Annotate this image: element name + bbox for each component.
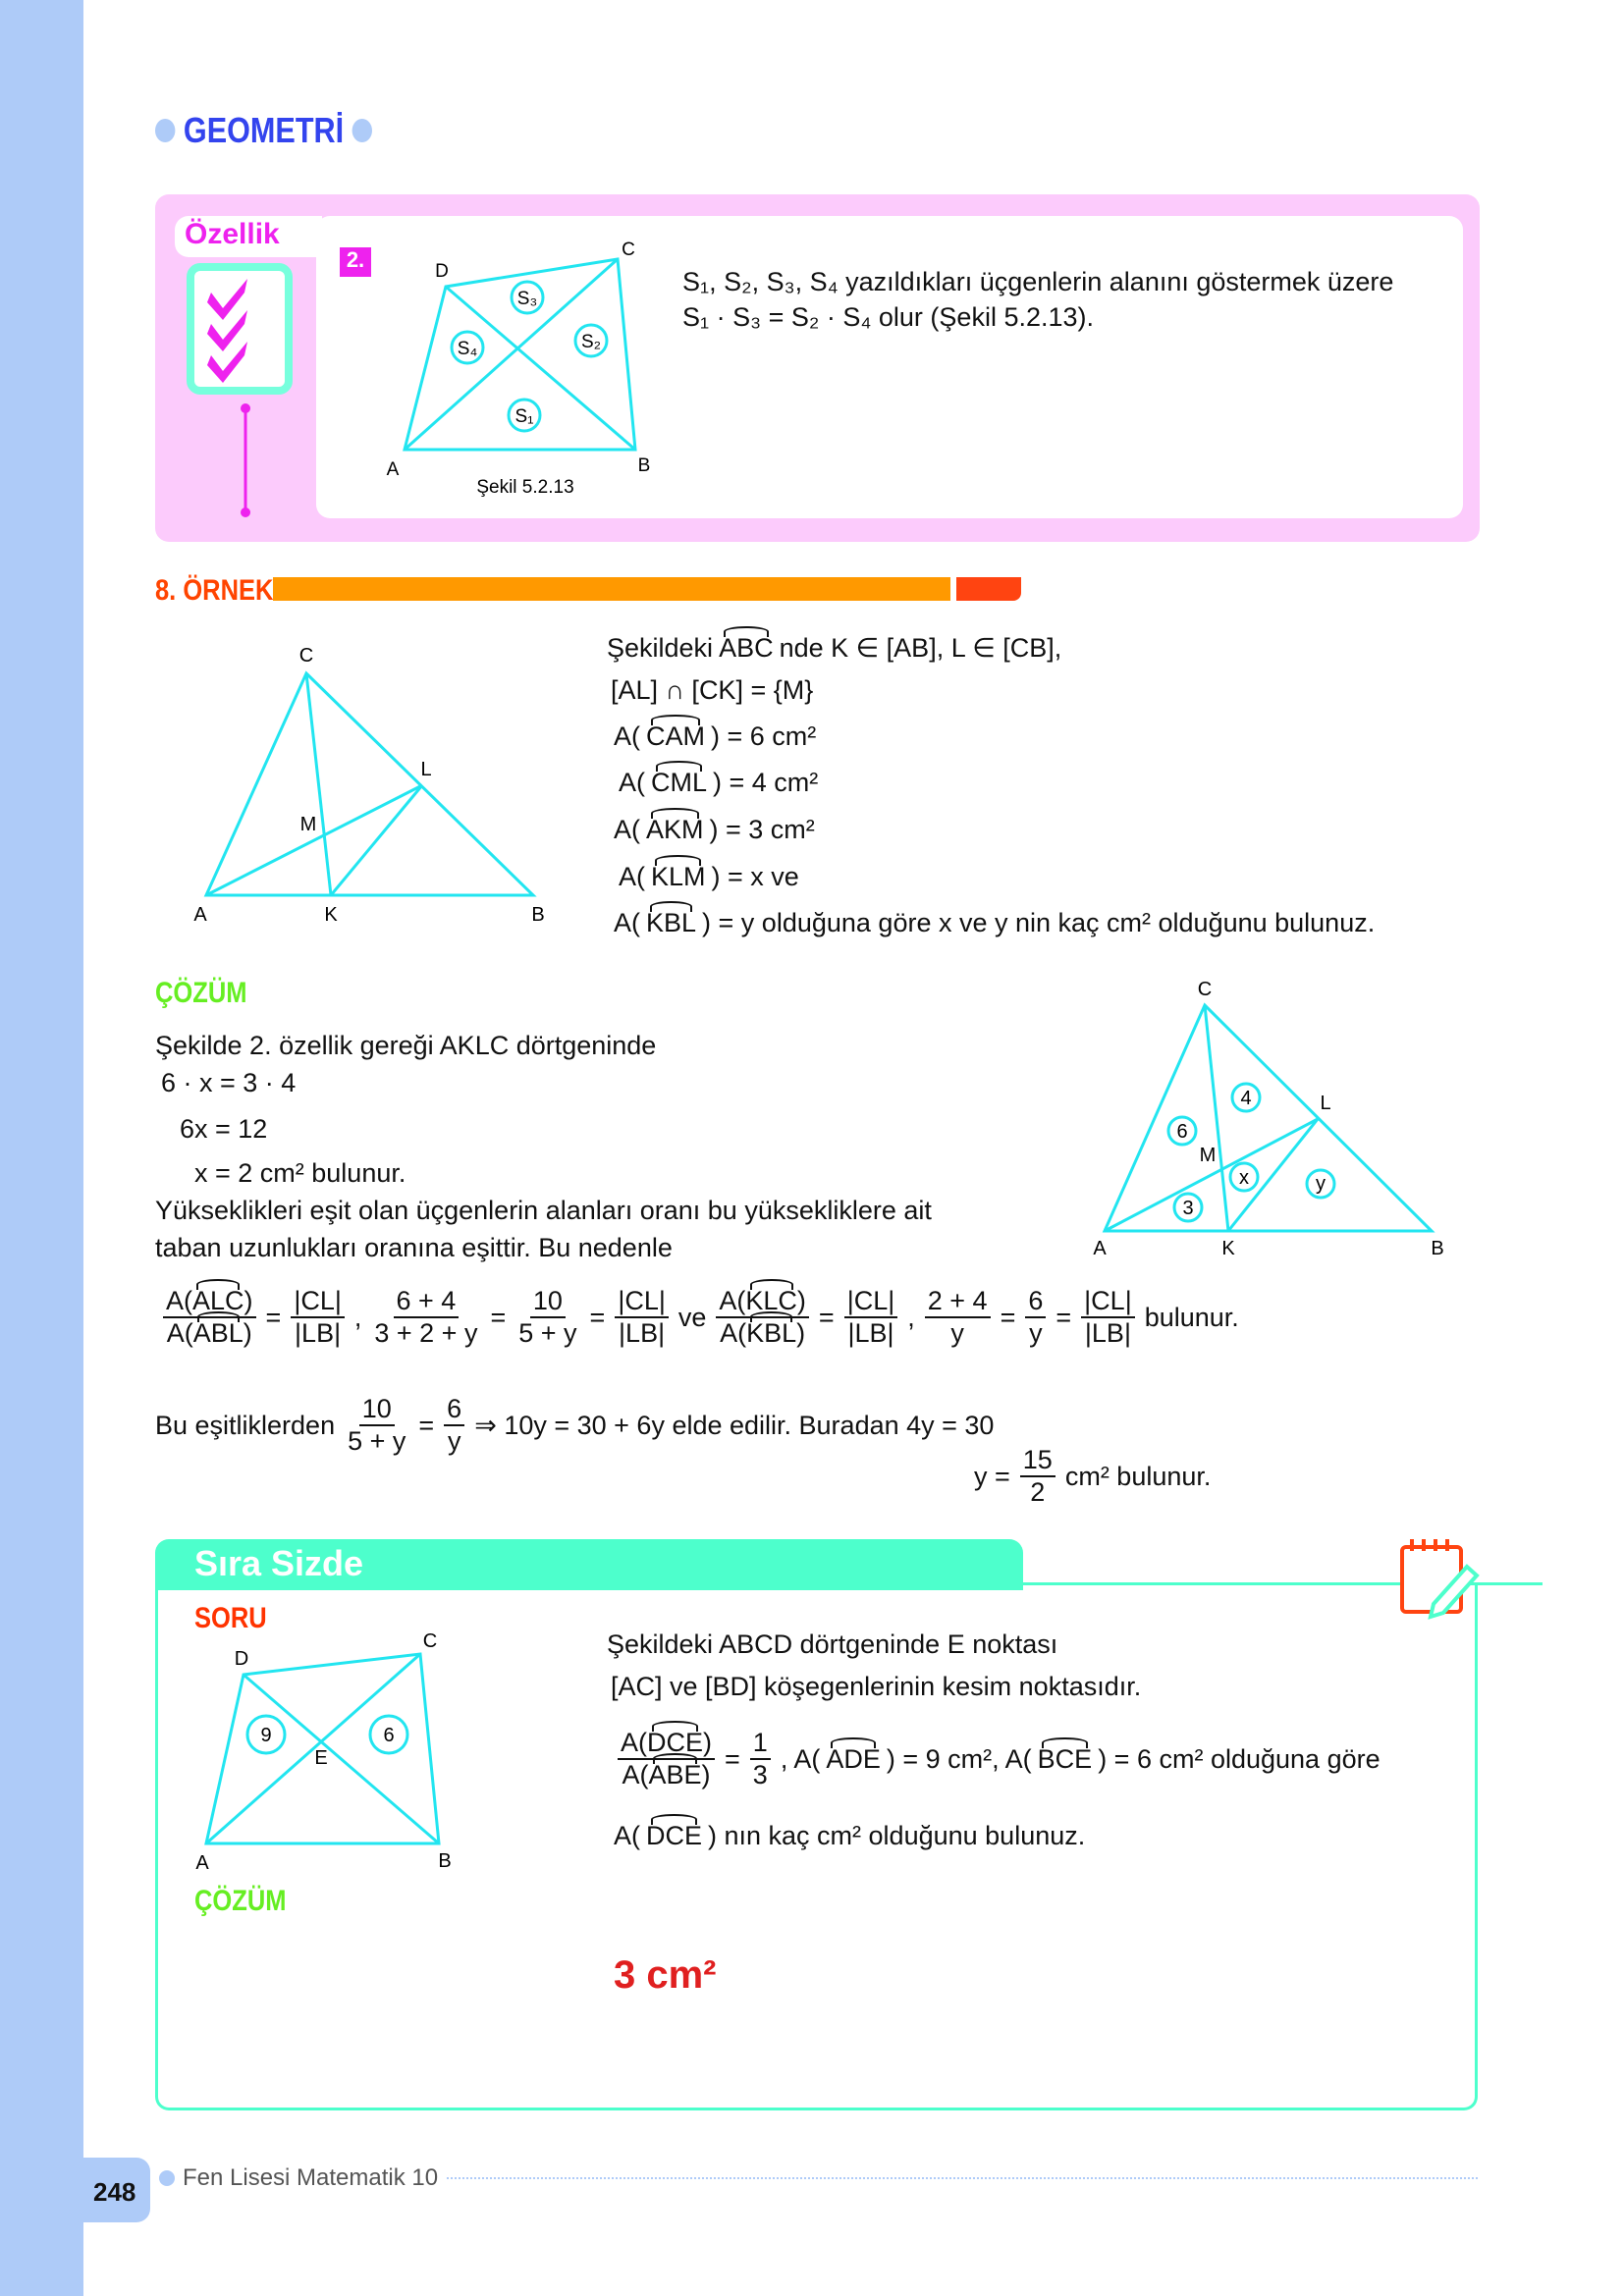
solution-figure	[1080, 972, 1463, 1266]
svg-text:9: 9	[260, 1725, 272, 1746]
svg-text:y: y	[1316, 1173, 1326, 1195]
svg-text:6: 6	[383, 1725, 395, 1746]
solution-title: ÇÖZÜM	[155, 977, 247, 1009]
svg-text:S₃: S₃	[516, 289, 538, 309]
example-line-3: A( CAM ) = 6 cm²	[614, 721, 817, 751]
svg-text:A: A	[1093, 1238, 1107, 1259]
example-line-6: A( KLM ) = x ve	[619, 862, 799, 891]
svg-text:A: A	[386, 459, 400, 480]
svg-text:S₁: S₁	[514, 406, 534, 427]
svg-text:B: B	[531, 904, 545, 926]
svg-text:B: B	[438, 1850, 452, 1872]
property-text-1: S₁, S₂, S₃, S₄ yazıldıkları üçgenlerin alanını göstermek üzere	[682, 267, 1394, 296]
svg-text:A: A	[193, 904, 207, 926]
example-line-2: [AL] ∩ [CK] = {M}	[611, 675, 814, 705]
exercise-line-2: [AC] ve [BD] köşegenlerinin kesim noktasıdır.	[611, 1672, 1142, 1701]
solution-line-2: 6 · x = 3 · 4	[161, 1068, 297, 1097]
svg-text:B: B	[637, 455, 651, 476]
exercise-line-1: Şekildeki ABCD dörtgeninde E noktası	[607, 1629, 1058, 1659]
notepad-pencil-icon	[1394, 1533, 1483, 1622]
solution-line-5: Yükseklikleri eşit olan üçgenlerin alanları oranı bu yüksekliklere ait	[155, 1196, 932, 1225]
example-figure	[187, 638, 560, 933]
exercise-question: A( DCE ) nın kaç cm² olduğunu bulunuz.	[614, 1821, 1086, 1850]
svg-text:E: E	[314, 1747, 328, 1769]
footer	[159, 2164, 438, 2192]
svg-text:L: L	[420, 759, 432, 780]
svg-text:M: M	[299, 814, 317, 835]
exercise-title: Sıra Sizde	[155, 1539, 1023, 1590]
example-line-1: Şekildeki ABC nde K ∈ [AB], L ∈ [CB],	[607, 633, 1062, 663]
svg-text:x: x	[1239, 1167, 1249, 1189]
final-equation: Bu eşitliklerden $\frac{10}{5 + y}$ = $\frac{6}{y}$ ⇒ 10y = 30 + 6y elde edilir. Buradan 4y = 30	[155, 1394, 995, 1457]
solution-line-3: 6x = 12	[180, 1114, 268, 1144]
example-line-7: A( KBL ) = y olduğuna göre x ve y nin kaç cm² olduğunu bulunuz.	[614, 908, 1376, 937]
example-bar	[273, 577, 950, 601]
example-line-5: A( AKM ) = 3 cm²	[614, 815, 815, 844]
exercise-equation: $\frac{\text{A(DCE)}}{\text{A(ABE)}}$ = $\frac{1}{3}$ , A( ADE ) = 9 cm², A( BCE ) = 6 cm² olduğuna göre	[614, 1728, 1380, 1790]
book-title: Fen Lisesi Matematik 10	[183, 2164, 439, 2191]
example-line-4: A( CML ) = 4 cm²	[619, 768, 819, 797]
svg-text:A: A	[195, 1852, 209, 1874]
svg-text:B: B	[1431, 1238, 1444, 1259]
footer-dotted-line	[447, 2177, 1478, 2179]
svg-text:S₄: S₄	[457, 339, 478, 359]
svg-text:S₂: S₂	[580, 332, 602, 352]
chapter-header	[155, 110, 372, 151]
page-number: 248	[83, 2158, 150, 2222]
svg-text:D: D	[234, 1648, 249, 1670]
svg-text:3: 3	[1182, 1198, 1194, 1219]
side-bar	[0, 0, 83, 2296]
exercise-figure	[187, 1629, 481, 1885]
checklist-icon	[187, 263, 299, 518]
svg-text:C: C	[422, 1630, 438, 1652]
example-title: 8. ÖRNEK	[155, 574, 274, 607]
solution-line-1: Şekilde 2. özellik gereği AKLC dörtgeninde	[155, 1031, 657, 1060]
exercise-answer: 3 cm²	[614, 1953, 717, 1997]
solution-line-4: x = 2 cm² bulunur.	[194, 1158, 406, 1188]
property-text-2: S₁ · S₃ = S₂ · S₄ olur (Şekil 5.2.13).	[682, 302, 1095, 332]
svg-text:4: 4	[1240, 1088, 1252, 1109]
property-number: 2.	[340, 247, 371, 277]
example-bar-end	[956, 577, 1021, 601]
chapter-title: GEOMETRİ	[183, 110, 345, 150]
svg-text:C: C	[622, 240, 635, 260]
exercise-solution-title: ÇÖZÜM	[194, 1885, 287, 1917]
svg-text:K: K	[324, 904, 338, 926]
svg-text:L: L	[1320, 1093, 1331, 1114]
svg-text:Şekil 5.2.13: Şekil 5.2.13	[476, 477, 574, 498]
figure-5-2-13	[373, 236, 668, 510]
svg-text:D: D	[435, 261, 449, 282]
y-result: y = $\frac{15}{2}$ cm² bulunur.	[974, 1445, 1212, 1508]
ratio-equation: $\frac{\text{A(ALC)}}{\text{A(ABL)}}$ = $\frac{|CL|}{|LB|}$ , $\frac{6 + 4}{3 + 2 + y}$ = $\frac{10}{5 + y}$ = $\frac{|CL|}{|LB|}$ ve $\frac{\text{A(KLC)}}{\text{A(KBL)}}$ = $\frac{|CL|}{|LB|}$ , $\frac{2 + 4}{y}$ = $\frac{6}{y}$ = $\frac{|CL|}{|LB|}$ bulunur.	[159, 1286, 1239, 1349]
property-label: Özellik	[175, 216, 322, 257]
svg-text:C: C	[298, 645, 314, 667]
svg-text:6: 6	[1176, 1121, 1188, 1143]
svg-text:K: K	[1221, 1238, 1235, 1259]
svg-text:C: C	[1197, 979, 1213, 1000]
question-label: SORU	[194, 1602, 267, 1634]
solution-line-6: taban uzunlukları oranına eşittir. Bu nedenle	[155, 1233, 673, 1262]
svg-text:M: M	[1199, 1145, 1217, 1166]
